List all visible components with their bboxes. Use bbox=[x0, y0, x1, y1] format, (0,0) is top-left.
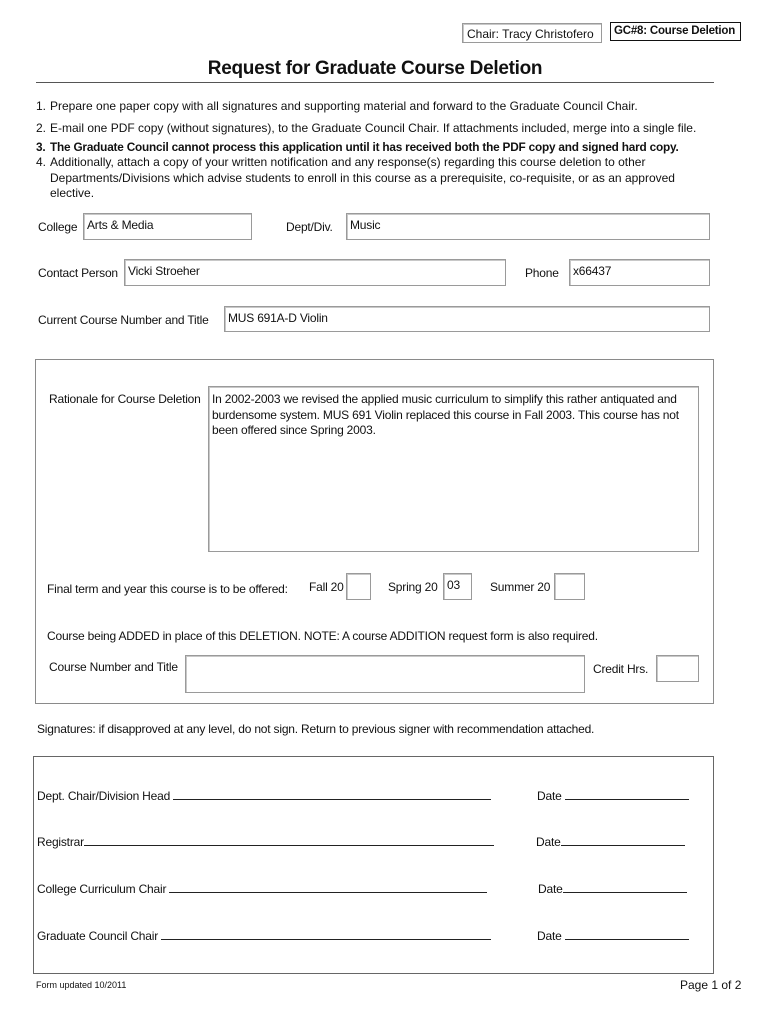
sig-row-grad-council-chair bbox=[37, 928, 491, 943]
page-number: Page 1 of 2 bbox=[680, 978, 742, 992]
chair-name: Chair: Tracy Christofero bbox=[467, 27, 594, 41]
credit-hrs-label: Credit Hrs. bbox=[593, 662, 649, 676]
instruction-4 bbox=[36, 155, 736, 202]
instruction-2 bbox=[36, 121, 736, 137]
date-line[interactable] bbox=[565, 788, 689, 800]
added-course-field[interactable] bbox=[185, 655, 585, 693]
instruction-text: Additionally, attach a copy of your written notification and any response(s) regarding this course deletion to other Departments/Divisions which advise students to enroll in this course as a prerequisite, co-requisite, or as an approved elective. bbox=[50, 155, 675, 200]
phone-label: Phone bbox=[525, 266, 559, 280]
final-term-label: Final term and year this course is to be offered: bbox=[47, 582, 288, 596]
instruction-num: 4. bbox=[36, 155, 47, 169]
sig-line[interactable] bbox=[161, 928, 491, 940]
college-label: College bbox=[38, 220, 78, 234]
sig-row-college-chair bbox=[37, 881, 487, 896]
credit-hrs-field[interactable] bbox=[656, 655, 699, 682]
rationale-label: Rationale for Course Deletion bbox=[49, 392, 201, 406]
date-line[interactable] bbox=[563, 881, 687, 893]
sig-label: Dept. Chair/Division Head bbox=[37, 789, 171, 803]
sig-label: College Curriculum Chair bbox=[37, 882, 167, 896]
sig-label: Graduate Council Chair bbox=[37, 929, 158, 943]
date-label: Date bbox=[537, 929, 562, 943]
chair-box bbox=[462, 23, 602, 43]
date-line[interactable] bbox=[561, 834, 685, 846]
sig-label: Registrar bbox=[37, 835, 84, 849]
added-course-label: Course Number and Title bbox=[49, 660, 178, 674]
contact-field[interactable]: Vicki Stroeher bbox=[124, 259, 506, 286]
date-row-college-chair bbox=[538, 881, 687, 896]
dept-field[interactable]: Music bbox=[346, 213, 710, 240]
instruction-3 bbox=[36, 140, 736, 156]
rationale-field[interactable]: In 2002-2003 we revised the applied music curriculum to simplify this rather antiquated and burdensome system. MUS 691 Violin replaced this course in Fall 2003. This course has not been offered since Spring 2003. bbox=[208, 386, 699, 552]
dept-label: Dept/Div. bbox=[286, 220, 333, 234]
contact-label: Contact Person bbox=[38, 266, 118, 280]
form-code: GC#8: Course Deletion bbox=[614, 25, 736, 37]
instruction-text: The Graduate Council cannot process this application until it has received both the PDF copy and signed hard copy. bbox=[50, 140, 679, 154]
date-label: Date bbox=[537, 789, 562, 803]
date-row-registrar bbox=[536, 834, 685, 849]
title-rule bbox=[36, 82, 714, 83]
instruction-num: 1. bbox=[36, 99, 47, 113]
instruction-text: E-mail one PDF copy (without signatures), to the Graduate Council Chair. If attachments included, merge into a single file. bbox=[50, 121, 697, 135]
date-line[interactable] bbox=[565, 928, 689, 940]
course-label: Current Course Number and Title bbox=[38, 313, 209, 327]
form-code-box bbox=[610, 22, 741, 41]
summer-label: Summer 20 bbox=[490, 580, 551, 594]
fall-year-field[interactable] bbox=[346, 573, 371, 600]
added-note: Course being ADDED in place of this DELETION. NOTE: A course ADDITION request form is also required. bbox=[47, 629, 598, 643]
signatures-note: Signatures: if disapproved at any level, do not sign. Return to previous signer with recommendation attached. bbox=[37, 722, 595, 736]
date-label: Date bbox=[536, 835, 561, 849]
date-label: Date bbox=[538, 882, 563, 896]
form-updated: Form updated 10/2011 bbox=[36, 980, 127, 990]
sig-line[interactable] bbox=[84, 834, 494, 846]
phone-field[interactable]: x66437 bbox=[569, 259, 710, 286]
course-field[interactable]: MUS 691A-D Violin bbox=[224, 306, 710, 332]
instruction-num: 3. bbox=[36, 140, 46, 154]
spring-label: Spring 20 bbox=[388, 580, 438, 594]
instruction-text: Prepare one paper copy with all signatures and supporting material and forward to the Graduate Council Chair. bbox=[50, 99, 638, 113]
sig-row-registrar bbox=[37, 834, 494, 849]
instruction-1 bbox=[36, 99, 736, 115]
sig-line[interactable] bbox=[169, 881, 487, 893]
sig-line[interactable] bbox=[173, 788, 491, 800]
instruction-num: 2. bbox=[36, 121, 47, 135]
sig-row-dept-chair bbox=[37, 788, 491, 803]
summer-year-field[interactable] bbox=[554, 573, 585, 600]
college-field[interactable]: Arts & Media bbox=[83, 213, 252, 240]
spring-year-field[interactable]: 03 bbox=[443, 573, 472, 600]
page-title: Request for Graduate Course Deletion bbox=[207, 58, 543, 79]
date-row-dept-chair bbox=[537, 788, 689, 803]
fall-label: Fall 20 bbox=[309, 580, 344, 594]
date-row-grad-council-chair bbox=[537, 928, 689, 943]
